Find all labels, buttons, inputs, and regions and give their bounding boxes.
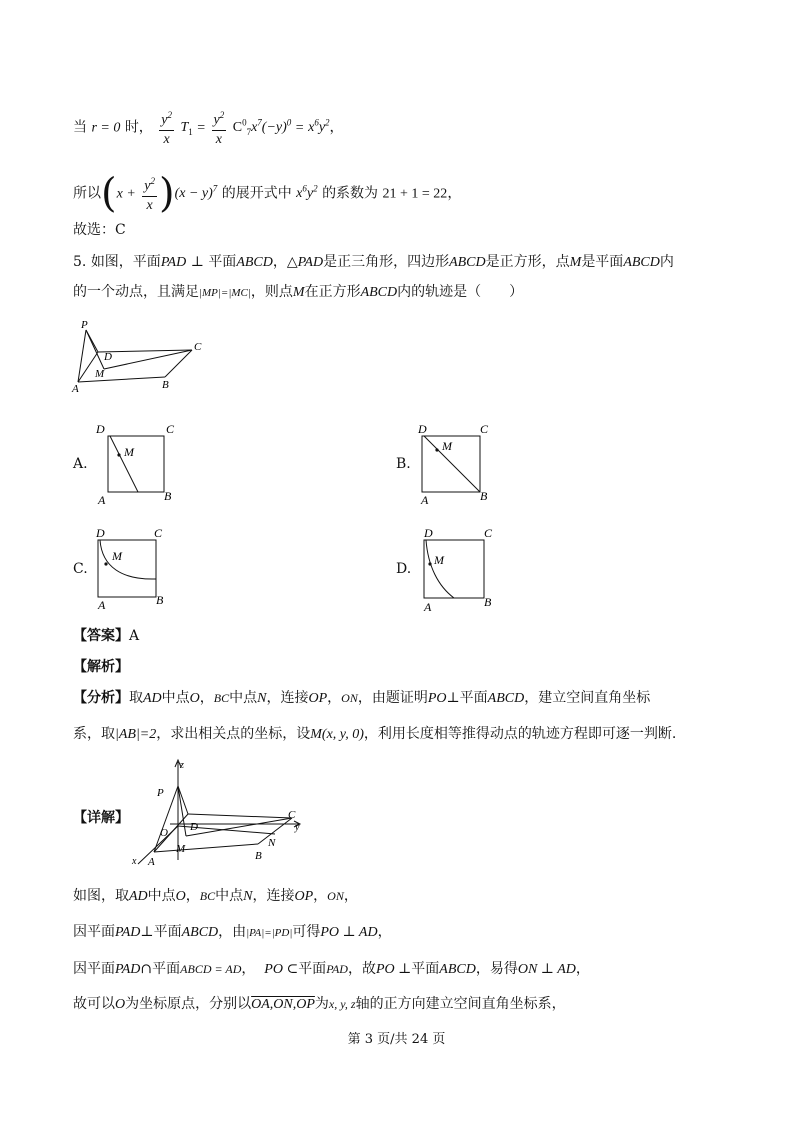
label-n: N [268,837,276,849]
label-a: A [424,600,432,614]
detail-line-3 [73,959,590,980]
text: ， [447,185,462,202]
text: 平面 [208,254,237,270]
text: ， [343,888,358,904]
text: 可得 [292,924,321,940]
symbol: ⊥ [446,690,460,706]
fraction: $\frac{y^2}{x}$ [212,106,227,149]
text: 的展开式中 [221,185,292,202]
label-d: D [418,422,427,436]
text: ，△ [272,254,298,270]
label-a: A [98,598,106,612]
math: M [569,255,582,270]
text: 是正三角形，四边形 [323,254,450,270]
text: ，故 [347,961,376,977]
math: M(x, y, 0) [310,727,364,742]
question-line-1 [73,252,674,273]
math: x + [116,186,136,202]
text: ，连接 [266,690,309,706]
math: x, y, z [328,997,356,1011]
math-term: $x^6y^2$ [296,183,318,202]
text: 平面 [152,961,181,977]
equals: = [197,120,206,136]
math: PAD [115,962,141,977]
text: ， [313,888,328,904]
math: PAD [297,255,324,270]
math: O [115,997,126,1012]
symbol: ⊥ [190,254,204,270]
label-m: M [112,549,122,563]
fraction: $\frac{y^2}{x}$ [142,172,157,215]
text: 是正方形，点 [485,254,570,270]
label-x: x [132,856,137,867]
math: PAD [115,925,141,940]
detail-label: 【详解】 [73,810,129,826]
fraction: $\frac{y^2}{x}$ [159,106,174,149]
math: BC [213,691,230,705]
math: ON ⊥ AD [517,962,576,977]
combination: $C^0_7$ [232,117,252,138]
text: 如图，取 [73,888,129,904]
text: ， [377,924,392,940]
label-d: D [104,351,112,363]
math: |PA|=|PD| [246,927,293,939]
option-d-label[interactable]: D. [396,561,412,577]
label-z: z [180,760,184,771]
label-o: O [160,827,168,839]
label-p: P [81,319,88,331]
detail-line-4 [73,994,566,1015]
text: 在正方形 [304,284,361,300]
label-d: D [96,422,105,436]
math: OP [294,889,314,904]
text: 内 [659,254,674,270]
option-c-figure[interactable] [90,522,200,614]
label-d: D [96,526,105,540]
answer-value: A [129,628,140,644]
math: ABCD [236,255,273,270]
text: 为 [314,996,329,1012]
text: ，易得 [475,961,518,977]
text: 为坐标原点，分别以 [125,996,252,1012]
option-c-label[interactable]: C. [73,561,88,577]
label-m: M [176,843,186,855]
math: N [243,889,253,904]
text: 中点 [161,690,190,706]
text: 是平面 [581,254,624,270]
math: PO ⊥ [375,962,412,977]
text: 故可以 [73,996,115,1012]
text: ，由题证明 [357,690,428,706]
symbol: ⊥ [140,924,154,940]
text: 的一个动点，且满足 [73,284,199,300]
question-line-2 [73,282,523,303]
math: OP [308,691,328,706]
text: ，求出相关点的坐标，设 [156,726,311,742]
math: ABCD [623,255,660,270]
answer-choice: 故选：C [73,222,126,238]
text: 内的轨迹是（ ） [397,284,524,300]
text: 当 [73,119,87,136]
text: 平面 [298,961,327,977]
solution-line-2: 所以(x + $\frac{y^2}{x}$ )$(x - y)^7$ 的展开式中 $x^6y^2$ 的系数为 21 + 1 = 22， [73,170,462,217]
page-footer: 第 3 页/共 24 页 [347,1032,446,1047]
math: ABCD = AD [180,962,242,976]
label-c: C [484,526,493,540]
option-a-label[interactable]: A. [73,456,88,472]
text: ，由 [218,924,247,940]
math-result: 21 + 1 = 22 [382,186,448,202]
answer-line [73,626,139,646]
text: ，建立空间直角坐标 [524,690,651,706]
math: O [175,889,186,904]
label-b: B [164,489,172,503]
math: ABCD [360,285,398,300]
label-c: C [154,526,163,540]
math: ABCD [181,925,219,940]
math-vectors: OA,ON,OP [251,997,315,1012]
math: |AB|=2 [115,727,157,742]
question-number: 5. [73,254,87,270]
pyramid-figure [70,314,210,394]
math: N [257,691,267,706]
math: AD [143,691,162,706]
text: 取 [129,690,143,706]
math: ABCD [439,962,476,977]
math: O [189,691,200,706]
fenxi-label: 【分析】 [73,690,129,706]
text: 所以 [73,185,101,202]
text: ， [185,888,200,904]
math: PO ⊥ AD [320,925,378,940]
label-b: B [156,593,164,607]
label-c: C [166,422,175,436]
label-a: A [72,383,79,394]
label-d: D [190,821,198,833]
text: 中点 [147,888,176,904]
text: 中点 [215,888,244,904]
label-c: C [480,422,489,436]
detail-line-1 [73,886,358,907]
text: ，利用长度相等推得动点的轨迹方程即可逐一判断. [363,726,677,742]
text: ， [327,690,342,706]
math: ABCD [449,255,486,270]
math: ON [341,691,358,705]
text: 中点 [229,690,258,706]
label-m: M [442,439,452,453]
text: 平面 [153,924,182,940]
label-b: B [480,489,488,503]
answer-label: 【答案】 [73,628,129,644]
math-t1: $T_1$ [180,120,193,138]
text: 平面 [411,961,440,977]
option-b-figure[interactable] [412,418,522,508]
label-y: y [295,822,300,833]
text: 因平面 [73,961,115,977]
text: ， [329,119,344,136]
math-binomial: $(x - y)^7$ [174,183,218,202]
coordinate-figure [130,756,310,868]
label-m: M [434,553,444,567]
text: ，连接 [252,888,295,904]
label-a: A [98,493,106,507]
text: 如图，平面 [90,254,161,270]
solution-line-1 [73,106,344,149]
label-p: P [157,787,164,799]
fenxi-line-2 [73,724,676,745]
math: PO ⊂ [264,962,299,977]
math: PAD [326,962,348,976]
text: 时， [124,119,153,136]
label-c: C [288,809,296,821]
label-b: B [484,595,492,609]
label-a: A [148,856,155,868]
text: ， [241,961,256,977]
math: |MP|=|MC| [199,287,251,299]
math: PO [427,691,447,706]
math: AD [129,889,148,904]
math: BC [199,889,216,903]
fenxi-line-1 [73,688,650,709]
math-r: r = 0 [91,120,121,136]
text: ，则点 [250,284,293,300]
math: ABCD [487,691,525,706]
math-term: $x^7(-y)^0$ [251,117,292,136]
label-m: M [124,445,134,459]
option-a-figure[interactable] [90,418,200,508]
text: 系，取 [73,726,115,742]
math: M [292,285,305,300]
text: ， [575,961,590,977]
option-d-figure[interactable] [412,522,522,614]
label-m: M [95,368,105,380]
label-a: A [421,493,429,507]
text: ， [199,690,214,706]
option-b-label[interactable]: B. [396,456,411,472]
label-b: B [162,379,169,391]
math: ON [327,889,344,903]
analysis-label: 【解析】 [73,659,129,675]
symbol: ∩ [140,961,153,977]
label-d: D [424,526,433,540]
math-result: $x^6y^2$ [308,117,330,136]
label-c: C [194,341,202,353]
label-b: B [255,850,262,862]
text: 的系数为 [322,185,379,202]
text: 轴的正方向建立空间直角坐标系， [355,996,566,1012]
text: 平面 [459,690,488,706]
equals: = [295,120,304,136]
detail-line-2 [73,922,392,943]
text: 因平面 [73,924,115,940]
math: PAD [160,255,187,270]
